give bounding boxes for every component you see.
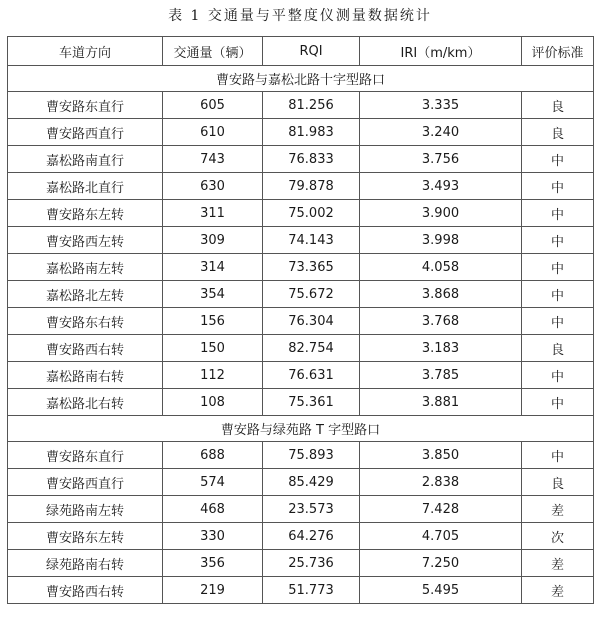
cell-traffic: 354 xyxy=(163,281,263,308)
table-row xyxy=(8,308,594,335)
cell-rqi: 75.002 xyxy=(263,200,360,227)
cell-rqi: 73.365 xyxy=(263,254,360,281)
cell-rating: 中 xyxy=(522,362,594,389)
cell-rating: 差 xyxy=(522,496,594,523)
cell-iri: 2.838 xyxy=(360,469,522,496)
cell-traffic: 311 xyxy=(163,200,263,227)
cell-rating: 中 xyxy=(522,227,594,254)
cell-direction: 嘉松路南左转 xyxy=(8,254,163,281)
cell-rating: 良 xyxy=(522,92,594,119)
cell-direction: 曹安路东直行 xyxy=(8,92,163,119)
cell-rating: 中 xyxy=(522,173,594,200)
cell-iri: 3.756 xyxy=(360,146,522,173)
cell-iri: 3.183 xyxy=(360,335,522,362)
column-header-rating: 评价标准 xyxy=(522,37,594,66)
cell-direction: 曹安路西右转 xyxy=(8,335,163,362)
table-row xyxy=(8,389,594,416)
cell-direction: 曹安路东左转 xyxy=(8,200,163,227)
cell-traffic: 314 xyxy=(163,254,263,281)
cell-traffic: 108 xyxy=(163,389,263,416)
cell-traffic: 330 xyxy=(163,523,263,550)
cell-traffic: 150 xyxy=(163,335,263,362)
cell-rqi: 81.256 xyxy=(263,92,360,119)
table-row xyxy=(8,119,594,146)
cell-iri: 3.881 xyxy=(360,389,522,416)
column-header-traffic: 交通量（辆） xyxy=(163,37,263,66)
cell-rating: 中 xyxy=(522,389,594,416)
cell-rqi: 75.893 xyxy=(263,442,360,469)
table-row xyxy=(8,469,594,496)
cell-rating: 差 xyxy=(522,577,594,604)
table-row xyxy=(8,281,594,308)
cell-rating: 中 xyxy=(522,308,594,335)
section-title: 曹安路与嘉松北路十字型路口 xyxy=(8,66,594,92)
cell-rqi: 25.736 xyxy=(263,550,360,577)
cell-direction: 嘉松路南右转 xyxy=(8,362,163,389)
cell-traffic: 574 xyxy=(163,469,263,496)
cell-traffic: 468 xyxy=(163,496,263,523)
cell-rating: 中 xyxy=(522,442,594,469)
cell-iri: 3.240 xyxy=(360,119,522,146)
cell-iri: 3.335 xyxy=(360,92,522,119)
cell-iri: 5.495 xyxy=(360,577,522,604)
cell-rqi: 75.361 xyxy=(263,389,360,416)
cell-direction: 曹安路西左转 xyxy=(8,227,163,254)
cell-direction: 嘉松路北右转 xyxy=(8,389,163,416)
table-row xyxy=(8,92,594,119)
cell-traffic: 156 xyxy=(163,308,263,335)
cell-rqi: 85.429 xyxy=(263,469,360,496)
cell-direction: 曹安路东左转 xyxy=(8,523,163,550)
cell-rqi: 23.573 xyxy=(263,496,360,523)
table-row xyxy=(8,550,594,577)
cell-direction: 曹安路东右转 xyxy=(8,308,163,335)
cell-rqi: 74.143 xyxy=(263,227,360,254)
cell-iri: 7.428 xyxy=(360,496,522,523)
cell-direction: 曹安路西直行 xyxy=(8,469,163,496)
cell-direction: 嘉松路北左转 xyxy=(8,281,163,308)
table-row xyxy=(8,577,594,604)
cell-rqi: 64.276 xyxy=(263,523,360,550)
cell-traffic: 309 xyxy=(163,227,263,254)
cell-traffic: 219 xyxy=(163,577,263,604)
cell-rqi: 81.983 xyxy=(263,119,360,146)
table-row xyxy=(8,335,594,362)
section-title: 曹安路与绿苑路 T 字型路口 xyxy=(8,416,594,442)
cell-rating: 差 xyxy=(522,550,594,577)
table-row xyxy=(8,254,594,281)
table-row xyxy=(8,173,594,200)
cell-iri: 7.250 xyxy=(360,550,522,577)
table-row xyxy=(8,496,594,523)
cell-iri: 4.705 xyxy=(360,523,522,550)
cell-rqi: 75.672 xyxy=(263,281,360,308)
traffic-data-table xyxy=(7,36,594,604)
cell-traffic: 605 xyxy=(163,92,263,119)
column-header-iri: IRI（m/km） xyxy=(360,37,522,66)
cell-rating: 中 xyxy=(522,146,594,173)
table-row xyxy=(8,227,594,254)
cell-rating: 次 xyxy=(522,523,594,550)
cell-rating: 良 xyxy=(522,335,594,362)
cell-traffic: 356 xyxy=(163,550,263,577)
cell-rqi: 76.304 xyxy=(263,308,360,335)
cell-rqi: 51.773 xyxy=(263,577,360,604)
cell-rqi: 82.754 xyxy=(263,335,360,362)
cell-traffic: 688 xyxy=(163,442,263,469)
header-row xyxy=(8,37,594,66)
cell-rating: 中 xyxy=(522,281,594,308)
table-row xyxy=(8,442,594,469)
cell-rating: 良 xyxy=(522,119,594,146)
cell-direction: 绿苑路南右转 xyxy=(8,550,163,577)
cell-iri: 4.058 xyxy=(360,254,522,281)
section-row xyxy=(8,66,594,92)
cell-direction: 绿苑路南左转 xyxy=(8,496,163,523)
table-row xyxy=(8,200,594,227)
cell-rating: 中 xyxy=(522,200,594,227)
cell-traffic: 112 xyxy=(163,362,263,389)
table-row xyxy=(8,146,594,173)
cell-iri: 3.850 xyxy=(360,442,522,469)
cell-iri: 3.493 xyxy=(360,173,522,200)
table-row xyxy=(8,362,594,389)
column-header-rqi: RQI xyxy=(263,37,360,66)
cell-rating: 良 xyxy=(522,469,594,496)
cell-rqi: 76.833 xyxy=(263,146,360,173)
cell-direction: 曹安路东直行 xyxy=(8,442,163,469)
cell-traffic: 630 xyxy=(163,173,263,200)
cell-traffic: 743 xyxy=(163,146,263,173)
cell-direction: 嘉松路南直行 xyxy=(8,146,163,173)
cell-rqi: 79.878 xyxy=(263,173,360,200)
cell-iri: 3.768 xyxy=(360,308,522,335)
table-caption: 表 1 交通量与平整度仪测量数据统计 xyxy=(168,8,432,24)
column-header-direction: 车道方向 xyxy=(8,37,163,66)
cell-rqi: 76.631 xyxy=(263,362,360,389)
cell-iri: 3.868 xyxy=(360,281,522,308)
cell-iri: 3.900 xyxy=(360,200,522,227)
cell-iri: 3.785 xyxy=(360,362,522,389)
cell-rating: 中 xyxy=(522,254,594,281)
section-row xyxy=(8,416,594,442)
table-row xyxy=(8,523,594,550)
cell-iri: 3.998 xyxy=(360,227,522,254)
cell-direction: 曹安路西直行 xyxy=(8,119,163,146)
cell-traffic: 610 xyxy=(163,119,263,146)
cell-direction: 嘉松路北直行 xyxy=(8,173,163,200)
cell-direction: 曹安路西右转 xyxy=(8,577,163,604)
